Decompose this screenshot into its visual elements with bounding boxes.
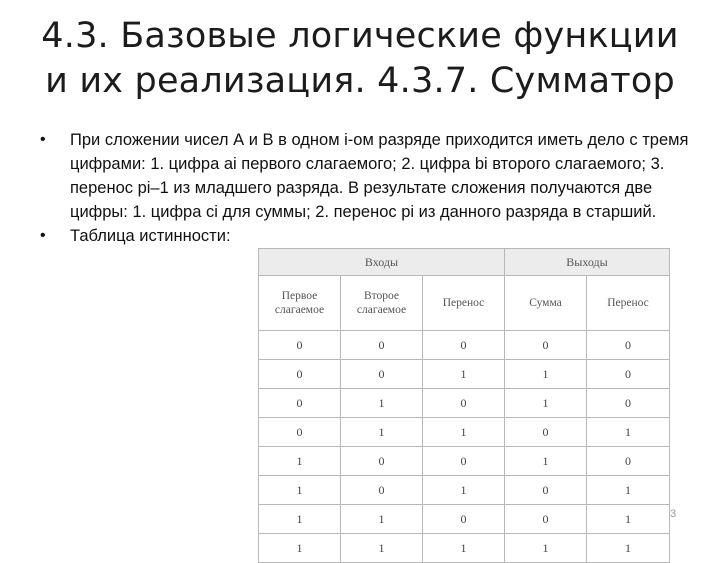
- table-cell: 0: [341, 331, 423, 360]
- column-header: Перенос: [423, 276, 505, 331]
- table-cell: 0: [587, 331, 670, 360]
- table-group-outputs: Выходы: [505, 249, 670, 276]
- table-cell: 1: [505, 389, 587, 418]
- bullet-text-truth-table: Таблица истинности:: [70, 227, 231, 245]
- table-cell: 0: [587, 447, 670, 476]
- table-cell: 1: [341, 505, 423, 534]
- column-header: Второе слагаемое: [341, 276, 423, 331]
- table-cell: 0: [423, 505, 505, 534]
- table-cell: 0: [259, 389, 341, 418]
- table-cell: 1: [259, 447, 341, 476]
- table-cell: 1: [423, 418, 505, 447]
- table-row: [259, 505, 670, 534]
- table-cell: 0: [259, 360, 341, 389]
- table-cell: 0: [505, 505, 587, 534]
- table-cell: 1: [587, 418, 670, 447]
- table-cell: 0: [505, 331, 587, 360]
- table-row: [259, 331, 670, 360]
- bullet-text-adder-description: При сложении чисел А и В в одном i-ом разряде приходится иметь дело с тремя цифрами: 1. цифра ai первого слагаемого; 2. цифра bi второго слагаемого; 3. перенос pi–1 из младшего разряда. В результате сложения получаются две цифры: 1. цифра ci для суммы; 2. перенос pi из данного разряда в старший.: [70, 131, 689, 221]
- table-cell: 1: [505, 534, 587, 563]
- table-row: [259, 476, 670, 505]
- title-line-1: 4.3. Базовые логические функции: [41, 16, 679, 56]
- column-header: Перенос: [587, 276, 670, 331]
- table-cell: 0: [341, 360, 423, 389]
- table-cell: 1: [341, 418, 423, 447]
- table-cell: 1: [587, 505, 670, 534]
- bullet-item: [40, 224, 690, 248]
- table-cell: 1: [259, 476, 341, 505]
- table-cell: 0: [259, 331, 341, 360]
- table-row: [259, 418, 670, 447]
- table-row: [259, 360, 670, 389]
- bullet-icon: •: [40, 227, 46, 244]
- table-cell: 1: [423, 534, 505, 563]
- table-cell: 0: [259, 418, 341, 447]
- title-line-2: и их реализация. 4.3.7. Сумматор: [45, 61, 675, 101]
- table-row: [259, 534, 670, 563]
- bullet-icon: •: [40, 131, 46, 148]
- table-cell: 1: [423, 360, 505, 389]
- table-row: [259, 447, 670, 476]
- column-header: Первое слагаемое: [259, 276, 341, 331]
- bullet-item: [40, 128, 690, 224]
- page-number: 3: [670, 508, 677, 520]
- table-cell: 1: [587, 534, 670, 563]
- column-header: Сумма: [505, 276, 587, 331]
- table-cell: 0: [505, 476, 587, 505]
- table-cell: 1: [259, 534, 341, 563]
- table-cell: 0: [423, 447, 505, 476]
- table-cell: 0: [587, 360, 670, 389]
- slide-title: [0, 14, 720, 104]
- table-cell: 1: [259, 505, 341, 534]
- table-cell: 1: [341, 389, 423, 418]
- truth-table: [258, 248, 670, 563]
- table-cell: 0: [505, 418, 587, 447]
- table-cell: 1: [505, 360, 587, 389]
- table-cell: 1: [423, 476, 505, 505]
- table-row: [259, 389, 670, 418]
- table-cell: 0: [423, 331, 505, 360]
- table-cell: 0: [587, 389, 670, 418]
- bullet-list: [40, 128, 690, 248]
- table-cell: 0: [423, 389, 505, 418]
- table-cell: 1: [587, 476, 670, 505]
- table-cell: 1: [505, 447, 587, 476]
- table-cell: 1: [341, 534, 423, 563]
- table-body: [259, 331, 670, 563]
- table-cell: 0: [341, 447, 423, 476]
- table-group-inputs: Входы: [259, 249, 505, 276]
- table-cell: 0: [341, 476, 423, 505]
